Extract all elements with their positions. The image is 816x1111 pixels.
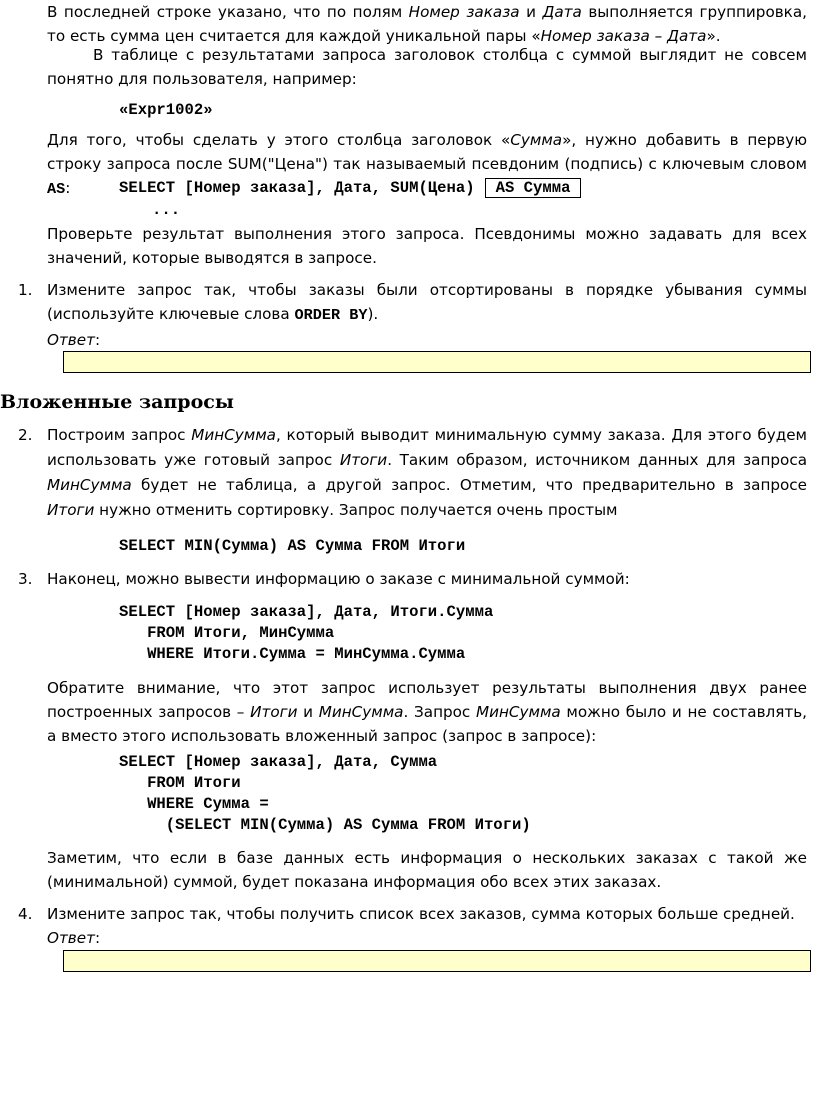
text: Обратите внимание, что этот запрос использует результаты выполнения двух ранее построенных запросов – (47, 679, 807, 721)
code-line: WHERE Сумма = (119, 795, 269, 813)
task2-text (47, 423, 807, 523)
italic-term: Дата (542, 3, 582, 21)
code-line: SELECT [Номер заказа], Дата, Сумма (119, 753, 438, 771)
text: . Таким образом, источником данных для запроса (387, 451, 807, 469)
italic-term: Сумма (510, 131, 563, 149)
section-heading: Вложенные запросы (0, 391, 234, 413)
task-number: 3. (18, 570, 33, 588)
answer-label (47, 926, 807, 950)
expr-example: «Expr1002» (119, 101, 213, 119)
code-line: FROM Итоги (119, 774, 241, 792)
task3-remark: Заметим, что если в базе данных есть информация о нескольких заказах с такой же (минимальной) суммой, будет показана информация обо всех этих заказах. (47, 849, 807, 891)
task1-text (47, 278, 807, 327)
text: нужно отменить сортировку. Запрос получается очень простым (94, 501, 618, 519)
italic-term: МинСумма (318, 703, 404, 721)
italic-term: Итоги (250, 703, 298, 721)
task4-text: Измените запрос так, чтобы получить список всех заказов, сумма которых больше средней. (47, 905, 795, 923)
italic-term: МинСумма (47, 476, 132, 494)
alias-highlight: AS Сумма (485, 178, 582, 198)
text: », нужно добавить в первую строку запроса после SUM("Цена") так называемый псевдоним (подпись) с ключевым словом (47, 131, 807, 173)
min-sum-query: SELECT MIN(Сумма) AS Сумма FROM Итоги (119, 537, 466, 555)
task-number: 1. (18, 281, 33, 299)
keyword: AS (47, 180, 66, 198)
intro-paragraph-2: В таблице с результатами запроса заголовок столбца с суммой выглядит не совсем понятно для пользователя, например: (47, 46, 807, 88)
text: : (65, 179, 71, 197)
text: . Запрос (403, 703, 476, 721)
text: будет не таблица, а другой запрос. Отметим, что предварительно в запросе (131, 476, 807, 494)
alias-code-line (119, 178, 581, 199)
italic-term: Номер заказа – Дата (540, 27, 707, 45)
code-line: SELECT [Номер заказа], Дата, Итоги.Сумма (119, 603, 494, 621)
task-number: 2. (18, 426, 33, 444)
colon: : (94, 331, 101, 349)
italic-term: МинСумма (476, 703, 561, 721)
italic-term: Номер заказа (408, 3, 520, 21)
intro-paragraph-1 (47, 0, 807, 48)
answer-label (47, 328, 807, 352)
italic-term: МинСумма (191, 426, 276, 444)
colon: : (94, 929, 101, 947)
answer-label-text: Ответ (47, 331, 95, 349)
italic-term: Итоги (47, 501, 95, 519)
text: и (519, 3, 543, 21)
text: Измените запрос так, чтобы заказы были отсортированы в порядке убывания суммы (используйте ключевые слова (47, 281, 807, 323)
code-ellipsis: ... (152, 201, 181, 219)
answer-input-4[interactable] (63, 950, 811, 972)
intro-paragraph-4: Проверьте результат выполнения этого запроса. Псевдонимы можно задавать для всех значений, которые выводятся в запросе. (47, 225, 807, 267)
code-text: SELECT [Номер заказа], Дата, SUM(Цена) (119, 179, 475, 197)
code-line: FROM Итоги, МинСумма (119, 624, 335, 642)
italic-term: Итоги (339, 451, 388, 469)
task-number: 4. (18, 905, 33, 923)
answer-label-text: Ответ (47, 929, 95, 947)
text: выполняется группировка, то есть сумма цен считается для каждой уникальной пары « (47, 3, 807, 45)
text: ). (367, 305, 379, 323)
task3-note (47, 676, 807, 748)
code-line: WHERE Итоги.Сумма = МинСумма.Сумма (119, 645, 466, 663)
answer-input-1[interactable] (63, 351, 811, 373)
code-line: (SELECT MIN(Сумма) AS Сумма FROM Итоги) (119, 816, 531, 834)
task3-text: Наконец, можно вывести информацию о заказе с минимальной суммой: (47, 570, 630, 588)
text: ». (706, 27, 721, 45)
text: Для того, чтобы сделать у этого столбца заголовок « (47, 131, 511, 149)
text: Построим запрос (47, 426, 192, 444)
text: и (297, 703, 319, 721)
text: можно было и не составлять, а вместо этого использовать вложенный запрос (запрос в запросе): (47, 703, 807, 745)
text: , который выводит минимальную сумму заказа. Для этого будем использовать уже готовый запрос (47, 426, 807, 469)
text: В последней строке указано, что по полям (47, 3, 409, 21)
keyword: ORDER BY (294, 306, 368, 324)
